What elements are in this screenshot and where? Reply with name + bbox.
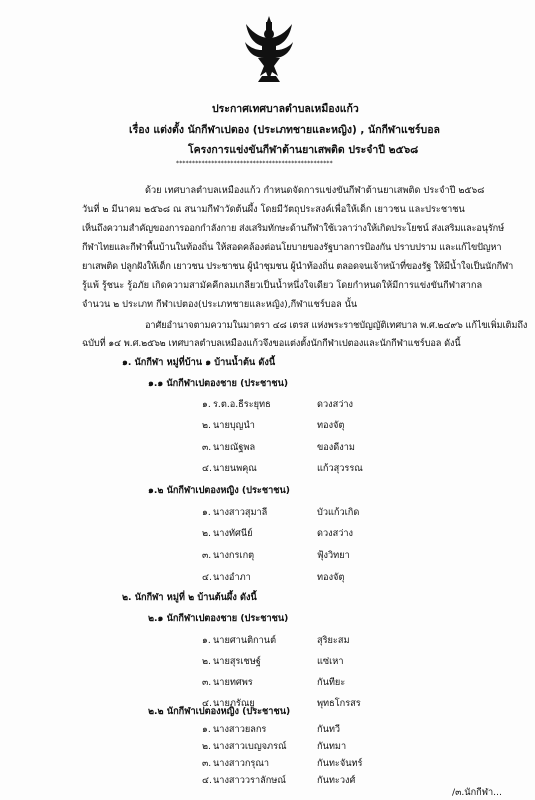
member-name: นางสาวสุมาลี <box>213 507 268 518</box>
member-name: นางทัศนีย์ <box>213 528 253 539</box>
intro-line-3: เห็นถึงความสำคัญของการออกกำลังกาย ส่งเสริมทักษะด้านกีฬาใช้เวลาว่างให้เกิดประโยชน์ ส่งเสริมและอนุรักษ์ <box>82 223 504 234</box>
member-surname: ฟุ้งวิทยา <box>317 550 350 561</box>
member-number: ๓. <box>202 758 212 769</box>
member-surname: ทองจัตุ <box>317 572 345 583</box>
member-surname: แก้วสุวรรณ <box>317 463 363 474</box>
member-surname: ของดีงาม <box>317 442 355 453</box>
member-number: ๔. <box>202 775 212 786</box>
intro-line-5: ยาเสพติด ปลูกฝังให้เด็ก เยาวชน ประชาชน ผู้นำชุมชน ผู้นำท้องถิ่น ตลอดจนเจ้าหน้าที่ของรัฐ ให้มีน้ำใจเป็นนักกีฬา <box>82 261 514 272</box>
member-number: ๒. <box>202 656 211 667</box>
group-2-2-title: ๒.๒ นักกีฬาเปตองหญิง (ประชาชน) <box>148 706 291 717</box>
member-name: ร.ต.อ.ธีระยุทธ <box>213 399 271 410</box>
section-2-title: ๒. นักกีฬา หมู่ที่ ๒ บ้านต้นผึ้ง ดังนี้ <box>122 592 257 603</box>
intro-line-1: ด้วย เทศบาลตำบลเหมืองแก้ว กำหนดจัดการแข่งขันกีฬาต้านยาเสพติด ประจำปี ๒๕๖๘ <box>145 185 485 196</box>
member-surname: ทองจัตุ <box>317 420 345 431</box>
garuda-emblem <box>244 14 294 84</box>
member-number: ๓. <box>202 442 212 453</box>
member-surname: กันทวี <box>317 724 341 735</box>
member-number: ๔. <box>202 463 212 474</box>
member-surname: ดวงสว่าง <box>317 399 354 410</box>
continuation-note: /๓.นักกีฬา... <box>452 787 502 798</box>
member-number: ๑. <box>202 635 211 646</box>
group-1-1-title: ๑.๑ นักกีฬาเปตองชาย (ประชาชน) <box>148 378 289 389</box>
member-name: นายศานติกานต์ <box>213 635 277 646</box>
member-name: นางสาววราลักษณ์ <box>213 775 286 786</box>
member-number: ๒. <box>202 420 211 431</box>
member-surname: บัวแก้วเกิด <box>317 507 360 518</box>
announcement-title: ประกาศเทศบาลตำบลเหมืองแก้ว <box>212 103 359 115</box>
member-name: นายทศพร <box>213 677 253 688</box>
member-surname: กันทียะ <box>317 677 346 688</box>
section-1-title: ๑. นักกีฬา หมู่ที่บ้าน ๑ บ้านน้ำต้น ดังนี้ <box>122 357 276 368</box>
member-surname: แซ่เหา <box>317 656 344 667</box>
subject-line: เรื่อง แต่งตั้ง นักกีฬาเปตอง (ประเภทชายและหญิง) , นักกีฬาแชร์บอล <box>129 124 440 136</box>
member-name: นางสาวกรุณา <box>213 758 270 769</box>
member-surname: กันทะวงศ์ <box>317 775 356 786</box>
member-surname: สุริยะสม <box>317 635 350 646</box>
intro-line-6: รู้แพ้ รู้ชนะ รู้อภัย เกิดความสามัคคีกลมเกลียวเป็นน้ำหนึ่งใจเดียว โดยกำหนดให้มีการแข่งขันกีฬาสากล <box>82 280 483 291</box>
authority-line-2: ฉบับที่ ๑๔ พ.ศ.๒๕๖๒ เทศบาลตำบลเหมืองแก้วจึงขอแต่งตั้งนักกีฬาเปตองและนักกีฬาแชร์บอล ดังนี้ <box>82 338 461 349</box>
authority-line-1: อาศัยอำนาจตามความในมาตรา ๔๘ เตรส แห่งพระราชบัญญัติเทศบาล พ.ศ.๒๔๙๖ แก้ไขเพิ่มเติมถึง <box>145 320 528 331</box>
project-line: โครงการแข่งขันกีฬาต้านยาเสพติด ประจำปี ๒๕๖๘ <box>188 144 419 156</box>
member-name: นางสาวเบญจภรณ์ <box>213 741 287 752</box>
member-name: นายภรัณยู <box>213 698 255 709</box>
member-name: นางอำภา <box>213 572 251 583</box>
member-name: นายสุรเชษฐ์ <box>213 656 261 667</box>
member-name: นางสาวยลกร <box>213 724 267 735</box>
divider: ************************************************* <box>176 160 333 167</box>
member-number: ๔. <box>202 572 212 583</box>
member-surname: ดวงสว่าง <box>317 528 354 539</box>
member-number: ๓. <box>202 550 212 561</box>
intro-line-2: วันที่ ๒ มีนาคม ๒๕๖๘ ณ สนามกีฬาวัดต้นผึ้ง โดยมีวัตถุประสงค์เพื่อให้เด็ก เยาวชน และประชาชน <box>82 204 465 215</box>
member-surname: กันทะจันทร์ <box>317 758 363 769</box>
member-number: ๒. <box>202 528 211 539</box>
member-number: ๑. <box>202 724 211 735</box>
member-number: ๑. <box>202 399 211 410</box>
member-number: ๑. <box>202 507 211 518</box>
member-name: นายบุญนำ <box>213 420 255 431</box>
intro-line-7: จำนวน ๒ ประเภท กีฬาเปตอง(ประเภทชายและหญิง),กีฬาแชร์บอล นั้น <box>82 299 358 310</box>
member-number: ๒. <box>202 741 211 752</box>
member-surname: พุทธโกรสร <box>317 698 361 709</box>
member-name: นายณัฐพล <box>213 442 256 453</box>
group-1-2-title: ๑.๒ นักกีฬาเปตองหญิง (ประชาชน) <box>148 485 290 496</box>
member-number: ๔. <box>202 698 212 709</box>
intro-line-4: กีฬาไทยและกีฬาพื้นบ้านในท้องถิ่น ให้สอดคล้องต่อนโยบายของรัฐบาลการป้องกัน ปราบปราม และแก้ไขปัญหา <box>82 242 502 253</box>
member-name: นางกรเกตุ <box>213 550 255 561</box>
member-number: ๓. <box>202 677 212 688</box>
member-name: นายนพคุณ <box>213 463 257 474</box>
group-2-1-title: ๒.๑ นักกีฬาเปตองชาย (ประชาชน) <box>148 613 289 624</box>
member-surname: กันทมา <box>317 741 347 752</box>
